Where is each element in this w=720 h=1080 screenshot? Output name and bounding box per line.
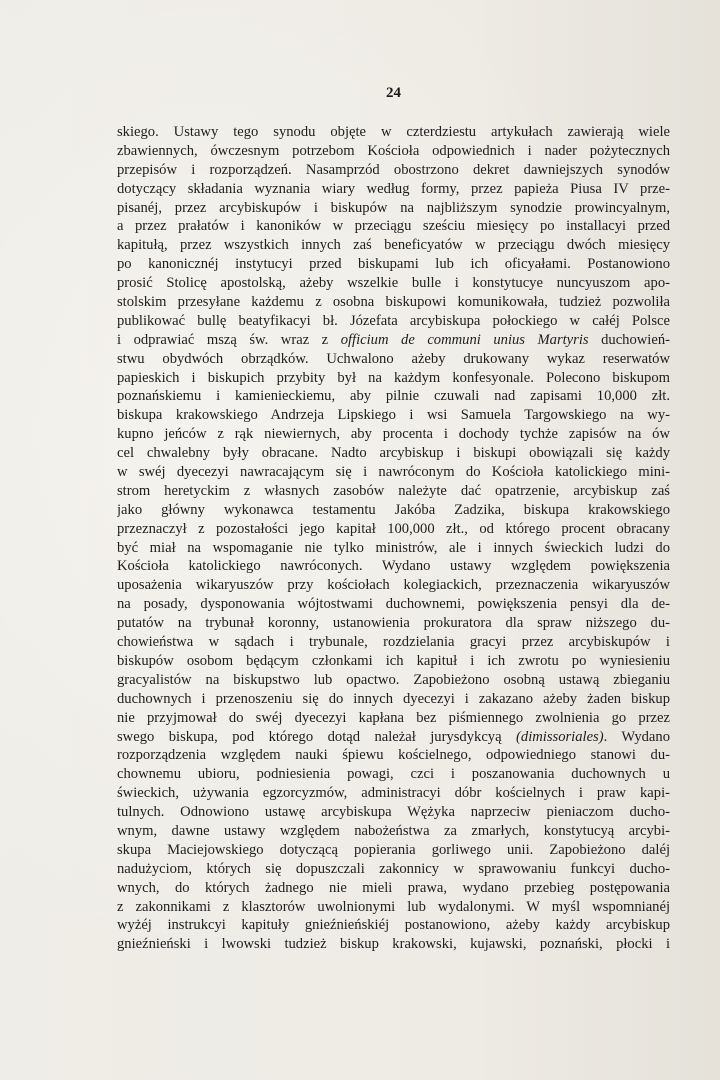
- text-line: [117, 123, 670, 142]
- text-line: [117, 690, 670, 709]
- text-line: [117, 557, 670, 576]
- italic-latin-term: officium de communi unius Martyris: [340, 331, 589, 348]
- text-segment: kapitułą, przez wszystkich innych zaś beneficyatów w przeciągu dwóch miesięcy: [117, 237, 670, 254]
- text-segment: dotyczący składania wyznania wiary według formy, przez papieża Piusa IV prze-: [117, 180, 670, 197]
- text-line: [117, 709, 670, 728]
- text-line: [117, 387, 670, 406]
- text-line: [117, 331, 670, 350]
- text-segment: i odprawiać mszą św. wraz z: [117, 331, 341, 348]
- text-segment: biskupów osobom będącym członkami ich kapituł i ich zwrotu po wyniesieniu: [117, 652, 670, 669]
- text-segment: poznańskiemu i kamienieckiemu, aby pilnie czuwali nad zapisami 10,000 złt.: [117, 388, 670, 405]
- text-line: [117, 293, 670, 312]
- text-line: [117, 803, 670, 822]
- text-line: [117, 180, 670, 199]
- text-line: [117, 217, 670, 236]
- text-line: [117, 746, 670, 765]
- text-segment: duchownych i przenoszeniu się do innych dyecezyi i zakazano ażeby żaden biskup: [117, 690, 670, 707]
- text-line: [117, 369, 670, 388]
- text-line: [117, 728, 670, 747]
- text-segment: papieskich i biskupich przybity był na każdym konfesyonale. Polecono biskupom: [117, 369, 670, 386]
- text-segment: świeckich, używania egzorcyzmów, administracyi dóbr kościelnych i praw kapi-: [117, 785, 670, 802]
- text-segment: nadużyciom, których się dopuszczali zakonnicy w sprawowaniu funkcyi ducho-: [117, 860, 670, 877]
- text-line: [117, 312, 670, 331]
- text-line: [117, 350, 670, 369]
- text-line: [117, 576, 670, 595]
- text-line: [117, 142, 670, 161]
- text-line: [117, 406, 670, 425]
- text-segment: zbawiennych, ówczesnym potrzebom Kościoła odpowiednich i nader pożytecznych: [117, 142, 670, 159]
- text-segment: gracyalistów na biskupstwo lub opactwo. Zapobieżono osobną ustawą zbieganiu: [117, 671, 670, 688]
- text-line: [117, 633, 670, 652]
- text-segment: duchowień-: [588, 331, 670, 348]
- text-segment: w swéj dyecezyi nawracającym się i nawróconym do Kościoła katolickiego mini-: [117, 464, 670, 481]
- text-segment: a przez prałatów i kanoników w przeciągu sześciu miesięcy po installacyi przed: [117, 218, 670, 235]
- text-line: [117, 595, 670, 614]
- text-segment: tulnych. Odnowiono ustawę arcybiskupa Wężyka naprzeciw pieniaczom ducho-: [117, 804, 670, 821]
- text-segment: kupno jeńców z rąk niewiernych, aby procenta i dochody tychże zapisów na ów: [117, 426, 670, 443]
- text-line: [117, 199, 670, 218]
- text-line: [117, 614, 670, 633]
- text-line: [117, 161, 670, 180]
- text-line: [117, 501, 670, 520]
- text-line: [117, 671, 670, 690]
- text-line: [117, 236, 670, 255]
- text-segment: chownemu ubioru, podniesienia powagi, czci i poszanowania duchownych u: [117, 766, 670, 783]
- text-segment: wyżéj instrukcyi kapituły gnieźnieńskiéj postanowiono, ażeby każdy arcybiskup: [117, 917, 670, 934]
- text-segment: putatów na trybunał koronny, ustanowienia prokuratora dla spraw niższego du-: [117, 615, 670, 632]
- text-segment: swego biskupa, pod którego dotąd należał jurysdykcyą: [117, 728, 517, 745]
- text-segment: skupa Maciejowskiego dotyczącą popierania gorliwego unii. Zapobieżono daléj: [117, 841, 670, 858]
- text-segment: być miał na wspomaganie nie tylko ministrów, ale i innych świeckich ludzi do: [117, 539, 670, 556]
- text-segment: na posady, dysponowania wójtostwami duchownemi, powiększenia pensyi dla de-: [117, 596, 670, 613]
- text-segment: po kanonicznéj instytucyi przed biskupami lub ich oficyałami. Postanowiono: [117, 256, 670, 273]
- text-line: [117, 765, 670, 784]
- text-segment: gnieźnieński i lwowski tudzież biskup krakowski, kujawski, poznański, płocki i: [117, 936, 670, 953]
- text-segment: wnym, dawne ustawy względem nabożeństwa za zmarłych, konstytucyą arcybi-: [117, 822, 670, 839]
- text-line: [117, 652, 670, 671]
- text-line: [117, 898, 670, 917]
- text-segment: Kościoła katolickiego nawróconych. Wydano ustawy względem powiększenia: [117, 558, 670, 575]
- text-line: [117, 255, 670, 274]
- text-segment: z zakonnikami z klasztorów uwolnionymi lub wydalonymi. W myśl wspomnianéj: [117, 898, 670, 915]
- text-line: [117, 916, 670, 935]
- text-segment: chowieństwa w sądach i trybunale, rozdzielania gracyi przez arcybiskupów i: [117, 634, 670, 651]
- text-segment: wnych, do których żadnego nie mieli prawa, wydano przebieg postępowania: [117, 879, 670, 896]
- body-text: [117, 123, 670, 954]
- text-line: [117, 444, 670, 463]
- text-line: [117, 425, 670, 444]
- text-line: [117, 520, 670, 539]
- text-segment: stolskim przesyłane każdemu z osobna biskupowi komunikowała, tudzież pozwoliła: [117, 294, 670, 311]
- text-segment: biskupa krakowskiego Andrzeja Lipskiego i wsi Samuela Targowskiego na wy-: [117, 407, 670, 424]
- text-segment: skiego. Ustawy tego synodu objęte w czterdziestu artykułach zawierają wiele: [117, 124, 670, 140]
- text-line: [117, 935, 670, 954]
- text-line: [117, 784, 670, 803]
- text-segment: pisanéj, przez arcybiskupów i biskupów na najbliższym synodzie prowincyalnym,: [117, 199, 670, 216]
- text-line: [117, 860, 670, 879]
- text-segment: publikować bullę beatyfikacyi bł. Józefata arcybiskupa połockiego w całéj Polsce: [117, 312, 670, 329]
- text-line: [117, 879, 670, 898]
- text-line: [117, 463, 670, 482]
- page-number: 24: [386, 85, 401, 101]
- text-line: [117, 482, 670, 501]
- text-segment: prosić Stolicę apostolską, ażeby wszelkie bulle i konstytucye nuncyuszom apo-: [117, 275, 670, 292]
- text-segment: przepisów i rozporządzeń. Nasamprzód obostrzono dekret dawniejszych synodów: [117, 161, 670, 178]
- text-line: [117, 274, 670, 293]
- text-segment: uposażenia wikaryuszów przy kościołach kolegiackich, przeznaczenia wikaryuszów: [117, 577, 670, 594]
- italic-latin-term: (dimissoriales): [516, 728, 604, 745]
- text-segment: jako główny wykonawca testamentu Jakóba Zadzika, biskupa krakowskiego: [117, 501, 670, 518]
- text-segment: rozporządzenia względem nauki śpiewu kościelnego, odpowiedniego stanowi du-: [117, 747, 670, 764]
- text-segment: . Wydano: [603, 728, 670, 745]
- text-segment: strom heretyckim z własnych zasobów należyte dać opatrzenie, arcybiskup zaś: [117, 482, 670, 499]
- text-line: [117, 841, 670, 860]
- text-segment: przeznaczył z pozostałości jego kapitał 100,000 złt., od którego procent obracany: [117, 520, 670, 537]
- text-segment: nie przyjmował do swéj dyecezyi kapłana bez piśmiennego zwolnienia go przez: [117, 709, 670, 726]
- text-segment: stwu obydwóch obrządków. Uchwalono ażeby drukowany wykaz reserwatów: [117, 350, 670, 367]
- text-segment: cel chwalebny były obracane. Nadto arcybiskup i biskupi obowiązali się każdy: [117, 445, 670, 462]
- text-line: [117, 822, 670, 841]
- text-line: [117, 539, 670, 558]
